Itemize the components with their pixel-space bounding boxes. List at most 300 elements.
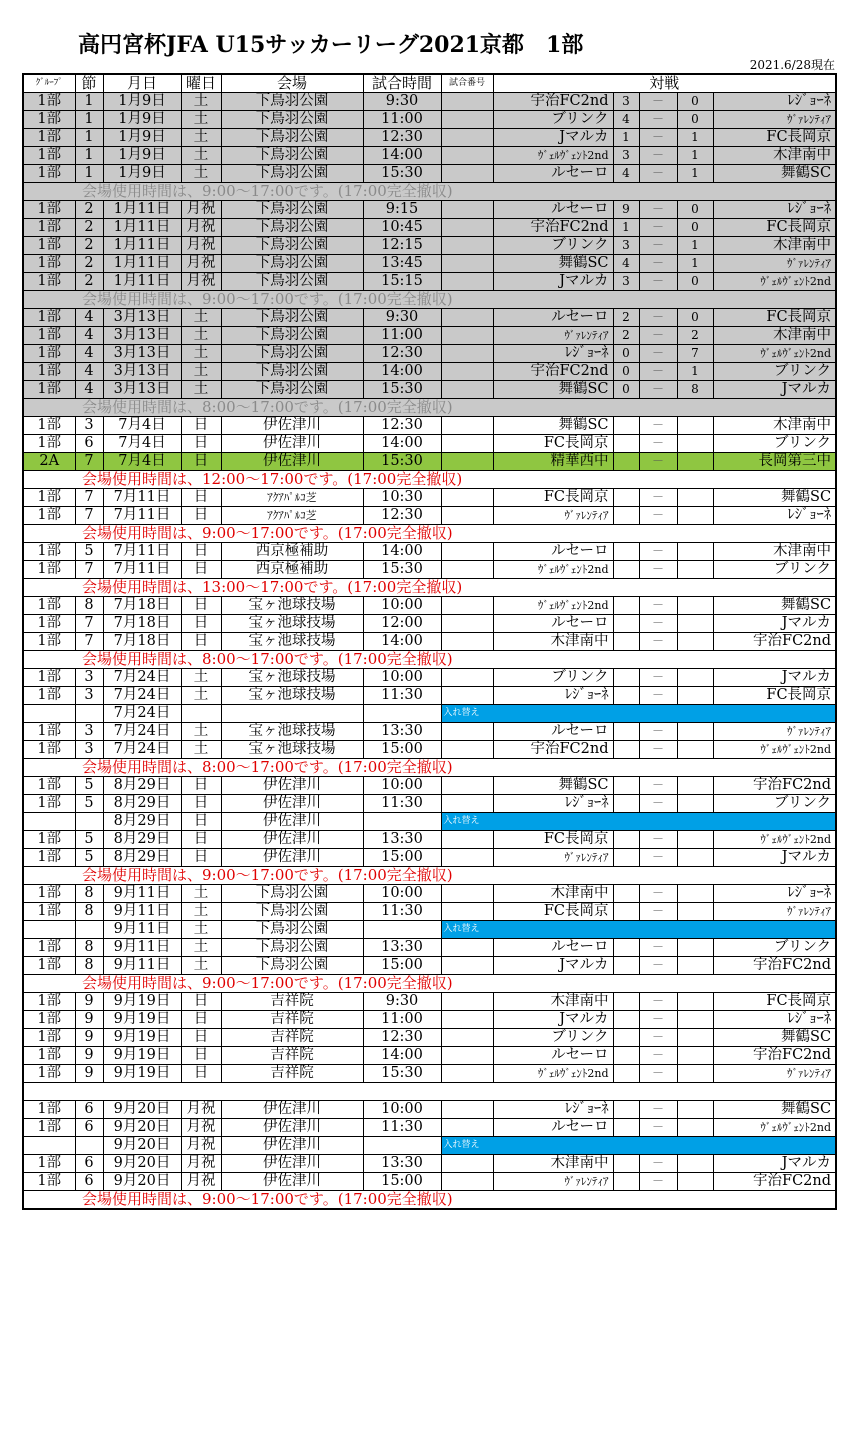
empty-cell — [613, 975, 639, 993]
home-score-cell: 3 — [613, 147, 639, 165]
empty-cell — [677, 291, 713, 309]
swap-row — [23, 813, 836, 831]
score-separator: － — [639, 129, 677, 147]
group-cell: 1部 — [23, 795, 75, 813]
schedule-body — [23, 93, 836, 1210]
away-score-cell: 0 — [677, 93, 713, 111]
empty-cell — [713, 291, 836, 309]
group-cell: 1部 — [23, 543, 75, 561]
score-separator: － — [639, 237, 677, 255]
empty-cell — [713, 525, 836, 543]
day-cell: 月祝 — [181, 201, 221, 219]
venue-hours-text: 会場使用時間は、9:00～17:00です。(17:00完全撤収) — [23, 1191, 613, 1210]
empty-cell — [639, 975, 677, 993]
match-row — [23, 1119, 836, 1137]
away-score-cell: 1 — [677, 363, 713, 381]
match-row — [23, 597, 836, 615]
venue-hours-text: 会場使用時間は、9:00～17:00です。(17:00完全撤収) — [23, 291, 613, 309]
match-no-cell — [441, 957, 493, 975]
round-cell: 4 — [75, 381, 103, 399]
group-cell: 1部 — [23, 687, 75, 705]
away-team-cell: Jマルカ — [713, 849, 836, 867]
time-cell: 9:15 — [363, 201, 441, 219]
time-cell: 15:00 — [363, 1173, 441, 1191]
venue-cell: 宝ヶ池球技場 — [221, 669, 363, 687]
home-team-cell: Jマルカ — [493, 1011, 613, 1029]
away-score-cell — [677, 795, 713, 813]
venue-hours-text: 会場使用時間は、13:00～17:00です。(17:00完全撤収) — [23, 579, 613, 597]
home-team-cell: 宇治FC2nd — [493, 93, 613, 111]
match-row — [23, 1101, 836, 1119]
time-cell: 13:30 — [363, 723, 441, 741]
time-cell: 10:00 — [363, 597, 441, 615]
time-cell: 10:00 — [363, 669, 441, 687]
match-row — [23, 615, 836, 633]
home-team-cell: ブリンク — [493, 669, 613, 687]
group-cell: 2A — [23, 453, 75, 471]
score-separator: － — [639, 723, 677, 741]
group-cell: 1部 — [23, 273, 75, 291]
empty-cell — [639, 291, 677, 309]
score-separator: － — [639, 993, 677, 1011]
time-cell: 14:00 — [363, 543, 441, 561]
match-row — [23, 1029, 836, 1047]
score-separator: － — [639, 1155, 677, 1173]
away-team-cell: 宇治FC2nd — [713, 1173, 836, 1191]
day-cell: 日 — [181, 1047, 221, 1065]
score-separator: － — [639, 381, 677, 399]
blank-row — [23, 1083, 836, 1101]
round-cell: 6 — [75, 1119, 103, 1137]
match-row — [23, 507, 836, 525]
match-no-cell — [441, 201, 493, 219]
away-team-cell: ブリンク — [713, 435, 836, 453]
home-score-cell — [613, 1173, 639, 1191]
home-score-cell: 1 — [613, 219, 639, 237]
match-no-cell — [441, 237, 493, 255]
group-cell: 1部 — [23, 885, 75, 903]
date-cell: 8月29日 — [103, 831, 181, 849]
home-team-cell: ブリンク — [493, 1029, 613, 1047]
away-score-cell — [677, 1047, 713, 1065]
away-team-cell: 木津南中 — [713, 237, 836, 255]
match-row — [23, 957, 836, 975]
match-row — [23, 723, 836, 741]
home-score-cell — [613, 939, 639, 957]
day-cell: 月祝 — [181, 237, 221, 255]
match-no-cell — [441, 1047, 493, 1065]
match-row — [23, 273, 836, 291]
group-cell: 1部 — [23, 1047, 75, 1065]
time-cell: 12:00 — [363, 615, 441, 633]
round-cell: 8 — [75, 597, 103, 615]
day-cell: 土 — [181, 939, 221, 957]
away-team-cell: ﾚｼﾞｮｰﾈ — [713, 507, 836, 525]
away-team-cell: ｳﾞｪﾙｳﾞｪﾝﾄ2nd — [713, 345, 836, 363]
group-cell: 1部 — [23, 327, 75, 345]
date-cell: 1月9日 — [103, 129, 181, 147]
day-cell: 日 — [181, 1029, 221, 1047]
header-round: 節 — [75, 74, 103, 93]
home-score-cell — [613, 795, 639, 813]
score-separator: － — [639, 1029, 677, 1047]
match-row — [23, 1011, 836, 1029]
time-cell: 11:30 — [363, 687, 441, 705]
date-cell: 1月9日 — [103, 93, 181, 111]
home-score-cell — [613, 1155, 639, 1173]
match-no-cell — [441, 255, 493, 273]
time-cell: 15:30 — [363, 453, 441, 471]
date-cell: 7月24日 — [103, 669, 181, 687]
away-team-cell: Jマルカ — [713, 669, 836, 687]
home-team-cell: ルセーロ — [493, 1047, 613, 1065]
group-cell — [23, 1137, 75, 1155]
match-no-cell — [441, 1029, 493, 1047]
empty-cell — [639, 651, 677, 669]
away-team-cell: 木津南中 — [713, 147, 836, 165]
score-separator: － — [639, 309, 677, 327]
match-row — [23, 939, 836, 957]
venue-cell: 下鳥羽公園 — [221, 129, 363, 147]
home-team-cell: ルセーロ — [493, 615, 613, 633]
away-team-cell: 木津南中 — [713, 417, 836, 435]
venue-hours-text: 会場使用時間は、12:00～17:00です。(17:00完全撤収) — [23, 471, 613, 489]
header-day: 曜日 — [181, 74, 221, 93]
away-team-cell: ｳﾞｧﾚﾝﾃｨｱ — [713, 255, 836, 273]
away-team-cell: ｳﾞｪﾙｳﾞｪﾝﾄ2nd — [713, 831, 836, 849]
home-score-cell — [613, 885, 639, 903]
date-cell: 7月24日 — [103, 741, 181, 759]
venue-cell: 吉祥院 — [221, 1029, 363, 1047]
group-cell: 1部 — [23, 489, 75, 507]
match-row — [23, 435, 836, 453]
round-cell — [75, 705, 103, 723]
round-cell: 8 — [75, 939, 103, 957]
date-cell: 9月11日 — [103, 903, 181, 921]
day-cell: 土 — [181, 129, 221, 147]
time-cell: 12:15 — [363, 237, 441, 255]
round-cell: 6 — [75, 1155, 103, 1173]
score-separator: － — [639, 111, 677, 129]
home-team-cell: ルセーロ — [493, 309, 613, 327]
away-score-cell — [677, 597, 713, 615]
venue-cell: 伊佐津川 — [221, 1137, 363, 1155]
group-cell: 1部 — [23, 957, 75, 975]
match-row — [23, 1155, 836, 1173]
venue-cell: 伊佐津川 — [221, 795, 363, 813]
time-cell: 11:30 — [363, 1119, 441, 1137]
away-team-cell: ﾚｼﾞｮｰﾈ — [713, 93, 836, 111]
group-cell — [23, 705, 75, 723]
time-cell: 15:15 — [363, 273, 441, 291]
day-cell: 月祝 — [181, 1155, 221, 1173]
round-cell: 7 — [75, 615, 103, 633]
day-cell: 月祝 — [181, 1101, 221, 1119]
away-team-cell: ｳﾞｧﾚﾝﾃｨｱ — [713, 723, 836, 741]
venue-cell: 伊佐津川 — [221, 813, 363, 831]
day-cell: 土 — [181, 687, 221, 705]
home-score-cell — [613, 597, 639, 615]
round-cell: 5 — [75, 849, 103, 867]
away-score-cell — [677, 777, 713, 795]
date-cell: 3月13日 — [103, 345, 181, 363]
score-separator: － — [639, 615, 677, 633]
venue-hours-note — [23, 471, 836, 489]
match-no-cell — [441, 453, 493, 471]
score-separator: － — [639, 417, 677, 435]
venue-cell: 宝ヶ池球技場 — [221, 615, 363, 633]
date-cell: 3月13日 — [103, 309, 181, 327]
date-cell: 9月11日 — [103, 939, 181, 957]
home-team-cell: ｳﾞｧﾚﾝﾃｨｱ — [493, 849, 613, 867]
day-cell: 日 — [181, 813, 221, 831]
home-team-cell: ルセーロ — [493, 939, 613, 957]
home-team-cell: FC長岡京 — [493, 831, 613, 849]
empty-cell — [677, 399, 713, 417]
empty-cell — [677, 183, 713, 201]
match-no-cell — [441, 1119, 493, 1137]
away-score-cell: 1 — [677, 255, 713, 273]
day-cell: 日 — [181, 1065, 221, 1083]
home-score-cell: 0 — [613, 345, 639, 363]
home-score-cell — [613, 831, 639, 849]
score-separator: － — [639, 885, 677, 903]
time-cell: 10:00 — [363, 885, 441, 903]
round-cell: 9 — [75, 1011, 103, 1029]
day-cell: 土 — [181, 903, 221, 921]
score-separator: － — [639, 777, 677, 795]
empty-cell — [677, 651, 713, 669]
match-row — [23, 1047, 836, 1065]
round-cell: 2 — [75, 237, 103, 255]
match-no-cell — [441, 741, 493, 759]
venue-cell: 吉祥院 — [221, 1065, 363, 1083]
away-team-cell: Jマルカ — [713, 1155, 836, 1173]
schedule-table — [22, 73, 837, 1210]
home-score-cell: 2 — [613, 327, 639, 345]
match-no-cell — [441, 723, 493, 741]
empty-cell — [613, 399, 639, 417]
venue-cell: 下鳥羽公園 — [221, 237, 363, 255]
match-no-cell — [441, 669, 493, 687]
date-cell: 7月11日 — [103, 507, 181, 525]
time-cell: 11:00 — [363, 1011, 441, 1029]
venue-cell: 伊佐津川 — [221, 435, 363, 453]
home-team-cell: FC長岡京 — [493, 489, 613, 507]
home-score-cell — [613, 741, 639, 759]
empty-cell — [713, 759, 836, 777]
match-row — [23, 633, 836, 651]
venue-cell: 宝ヶ池球技場 — [221, 597, 363, 615]
date-cell: 1月11日 — [103, 201, 181, 219]
away-score-cell — [677, 849, 713, 867]
date-cell: 7月18日 — [103, 597, 181, 615]
away-team-cell: FC長岡京 — [713, 219, 836, 237]
venue-cell: 下鳥羽公園 — [221, 363, 363, 381]
venue-hours-note — [23, 867, 836, 885]
home-score-cell — [613, 1065, 639, 1083]
group-cell: 1部 — [23, 219, 75, 237]
home-team-cell: ｳﾞｪﾙｳﾞｪﾝﾄ2nd — [493, 147, 613, 165]
home-team-cell: 舞鶴SC — [493, 417, 613, 435]
match-no-cell — [441, 435, 493, 453]
day-cell: 月祝 — [181, 273, 221, 291]
group-cell: 1部 — [23, 615, 75, 633]
match-no-cell — [441, 615, 493, 633]
blank-cell — [23, 1083, 836, 1101]
day-cell: 土 — [181, 327, 221, 345]
venue-hours-note — [23, 579, 836, 597]
date-cell: 9月20日 — [103, 1137, 181, 1155]
empty-cell — [613, 291, 639, 309]
group-cell: 1部 — [23, 1173, 75, 1191]
date-cell: 9月19日 — [103, 993, 181, 1011]
group-cell: 1部 — [23, 111, 75, 129]
time-cell: 15:30 — [363, 561, 441, 579]
group-cell: 1部 — [23, 93, 75, 111]
venue-cell: 下鳥羽公園 — [221, 93, 363, 111]
home-score-cell — [613, 633, 639, 651]
round-cell: 2 — [75, 219, 103, 237]
match-row — [23, 93, 836, 111]
home-team-cell: ｳﾞｪﾙｳﾞｪﾝﾄ2nd — [493, 597, 613, 615]
header-group: ｸﾞﾙｰﾌﾟ — [23, 74, 75, 93]
score-separator: － — [639, 849, 677, 867]
home-team-cell: Jマルカ — [493, 129, 613, 147]
time-cell: 12:30 — [363, 129, 441, 147]
away-team-cell: ブリンク — [713, 561, 836, 579]
away-score-cell — [677, 507, 713, 525]
away-score-cell — [677, 1101, 713, 1119]
group-cell: 1部 — [23, 417, 75, 435]
score-separator: － — [639, 831, 677, 849]
venue-cell: 下鳥羽公園 — [221, 201, 363, 219]
date-cell: 9月11日 — [103, 957, 181, 975]
day-cell: 日 — [181, 507, 221, 525]
away-team-cell: ﾚｼﾞｮｰﾈ — [713, 1011, 836, 1029]
swap-label: 入れ替え — [441, 1137, 836, 1155]
score-separator: － — [639, 957, 677, 975]
day-cell: 土 — [181, 309, 221, 327]
home-score-cell: 2 — [613, 309, 639, 327]
group-cell: 1部 — [23, 255, 75, 273]
match-no-cell — [441, 345, 493, 363]
date-cell: 7月11日 — [103, 489, 181, 507]
away-score-cell — [677, 489, 713, 507]
time-cell: 10:00 — [363, 777, 441, 795]
home-team-cell: ｳﾞｪﾙｳﾞｪﾝﾄ2nd — [493, 1065, 613, 1083]
away-score-cell: 1 — [677, 165, 713, 183]
empty-cell — [613, 525, 639, 543]
match-row — [23, 147, 836, 165]
day-cell: 月祝 — [181, 255, 221, 273]
time-cell: 13:45 — [363, 255, 441, 273]
day-cell: 月祝 — [181, 1137, 221, 1155]
venue-cell: 宝ヶ池球技場 — [221, 723, 363, 741]
venue-cell: 下鳥羽公園 — [221, 903, 363, 921]
header-date: 月日 — [103, 74, 181, 93]
match-no-cell — [441, 165, 493, 183]
match-row — [23, 687, 836, 705]
home-team-cell: 宇治FC2nd — [493, 363, 613, 381]
match-no-cell — [441, 993, 493, 1011]
empty-cell — [613, 471, 639, 489]
group-cell: 1部 — [23, 1119, 75, 1137]
header-match-no: 試合番号 — [441, 74, 493, 93]
round-cell: 5 — [75, 777, 103, 795]
away-score-cell: 0 — [677, 219, 713, 237]
group-cell: 1部 — [23, 345, 75, 363]
home-team-cell: ｳﾞｧﾚﾝﾃｨｱ — [493, 1173, 613, 1191]
day-cell: 土 — [181, 885, 221, 903]
time-cell: 12:30 — [363, 507, 441, 525]
time-cell: 15:30 — [363, 165, 441, 183]
away-team-cell: ｳﾞｧﾚﾝﾃｨｱ — [713, 1065, 836, 1083]
round-cell: 9 — [75, 1065, 103, 1083]
time-cell: 15:30 — [363, 381, 441, 399]
score-separator: － — [639, 1011, 677, 1029]
day-cell: 日 — [181, 489, 221, 507]
away-team-cell: 宇治FC2nd — [713, 1047, 836, 1065]
date-cell: 1月9日 — [103, 147, 181, 165]
group-cell: 1部 — [23, 129, 75, 147]
away-team-cell: FC長岡京 — [713, 993, 836, 1011]
match-row — [23, 237, 836, 255]
match-no-cell — [441, 687, 493, 705]
away-score-cell — [677, 687, 713, 705]
header-time: 試合時間 — [363, 74, 441, 93]
home-score-cell — [613, 669, 639, 687]
home-score-cell: 1 — [613, 129, 639, 147]
venue-cell: 吉祥院 — [221, 1011, 363, 1029]
group-cell: 1部 — [23, 237, 75, 255]
home-score-cell — [613, 687, 639, 705]
score-separator: － — [639, 489, 677, 507]
score-separator: － — [639, 633, 677, 651]
empty-cell — [639, 1191, 677, 1210]
round-cell: 3 — [75, 723, 103, 741]
round-cell: 8 — [75, 957, 103, 975]
round-cell: 6 — [75, 1173, 103, 1191]
venue-cell: 下鳥羽公園 — [221, 273, 363, 291]
away-team-cell: 舞鶴SC — [713, 489, 836, 507]
day-cell: 月祝 — [181, 1173, 221, 1191]
away-score-cell — [677, 561, 713, 579]
score-separator: － — [639, 1065, 677, 1083]
round-cell: 3 — [75, 669, 103, 687]
empty-cell — [713, 975, 836, 993]
home-score-cell — [613, 1011, 639, 1029]
away-team-cell: ｳﾞｪﾙｳﾞｪﾝﾄ2nd — [713, 1119, 836, 1137]
swap-label: 入れ替え — [441, 813, 836, 831]
round-cell: 3 — [75, 687, 103, 705]
time-cell: 15:30 — [363, 1065, 441, 1083]
venue-cell: 下鳥羽公園 — [221, 381, 363, 399]
day-cell — [181, 705, 221, 723]
empty-cell — [713, 399, 836, 417]
venue-cell: 下鳥羽公園 — [221, 255, 363, 273]
away-score-cell — [677, 1029, 713, 1047]
day-cell: 土 — [181, 363, 221, 381]
group-cell: 1部 — [23, 201, 75, 219]
home-team-cell: ルセーロ — [493, 165, 613, 183]
day-cell: 土 — [181, 957, 221, 975]
match-row — [23, 1065, 836, 1083]
venue-cell: 下鳥羽公園 — [221, 147, 363, 165]
time-cell: 10:30 — [363, 489, 441, 507]
time-cell: 9:30 — [363, 93, 441, 111]
empty-cell — [677, 579, 713, 597]
